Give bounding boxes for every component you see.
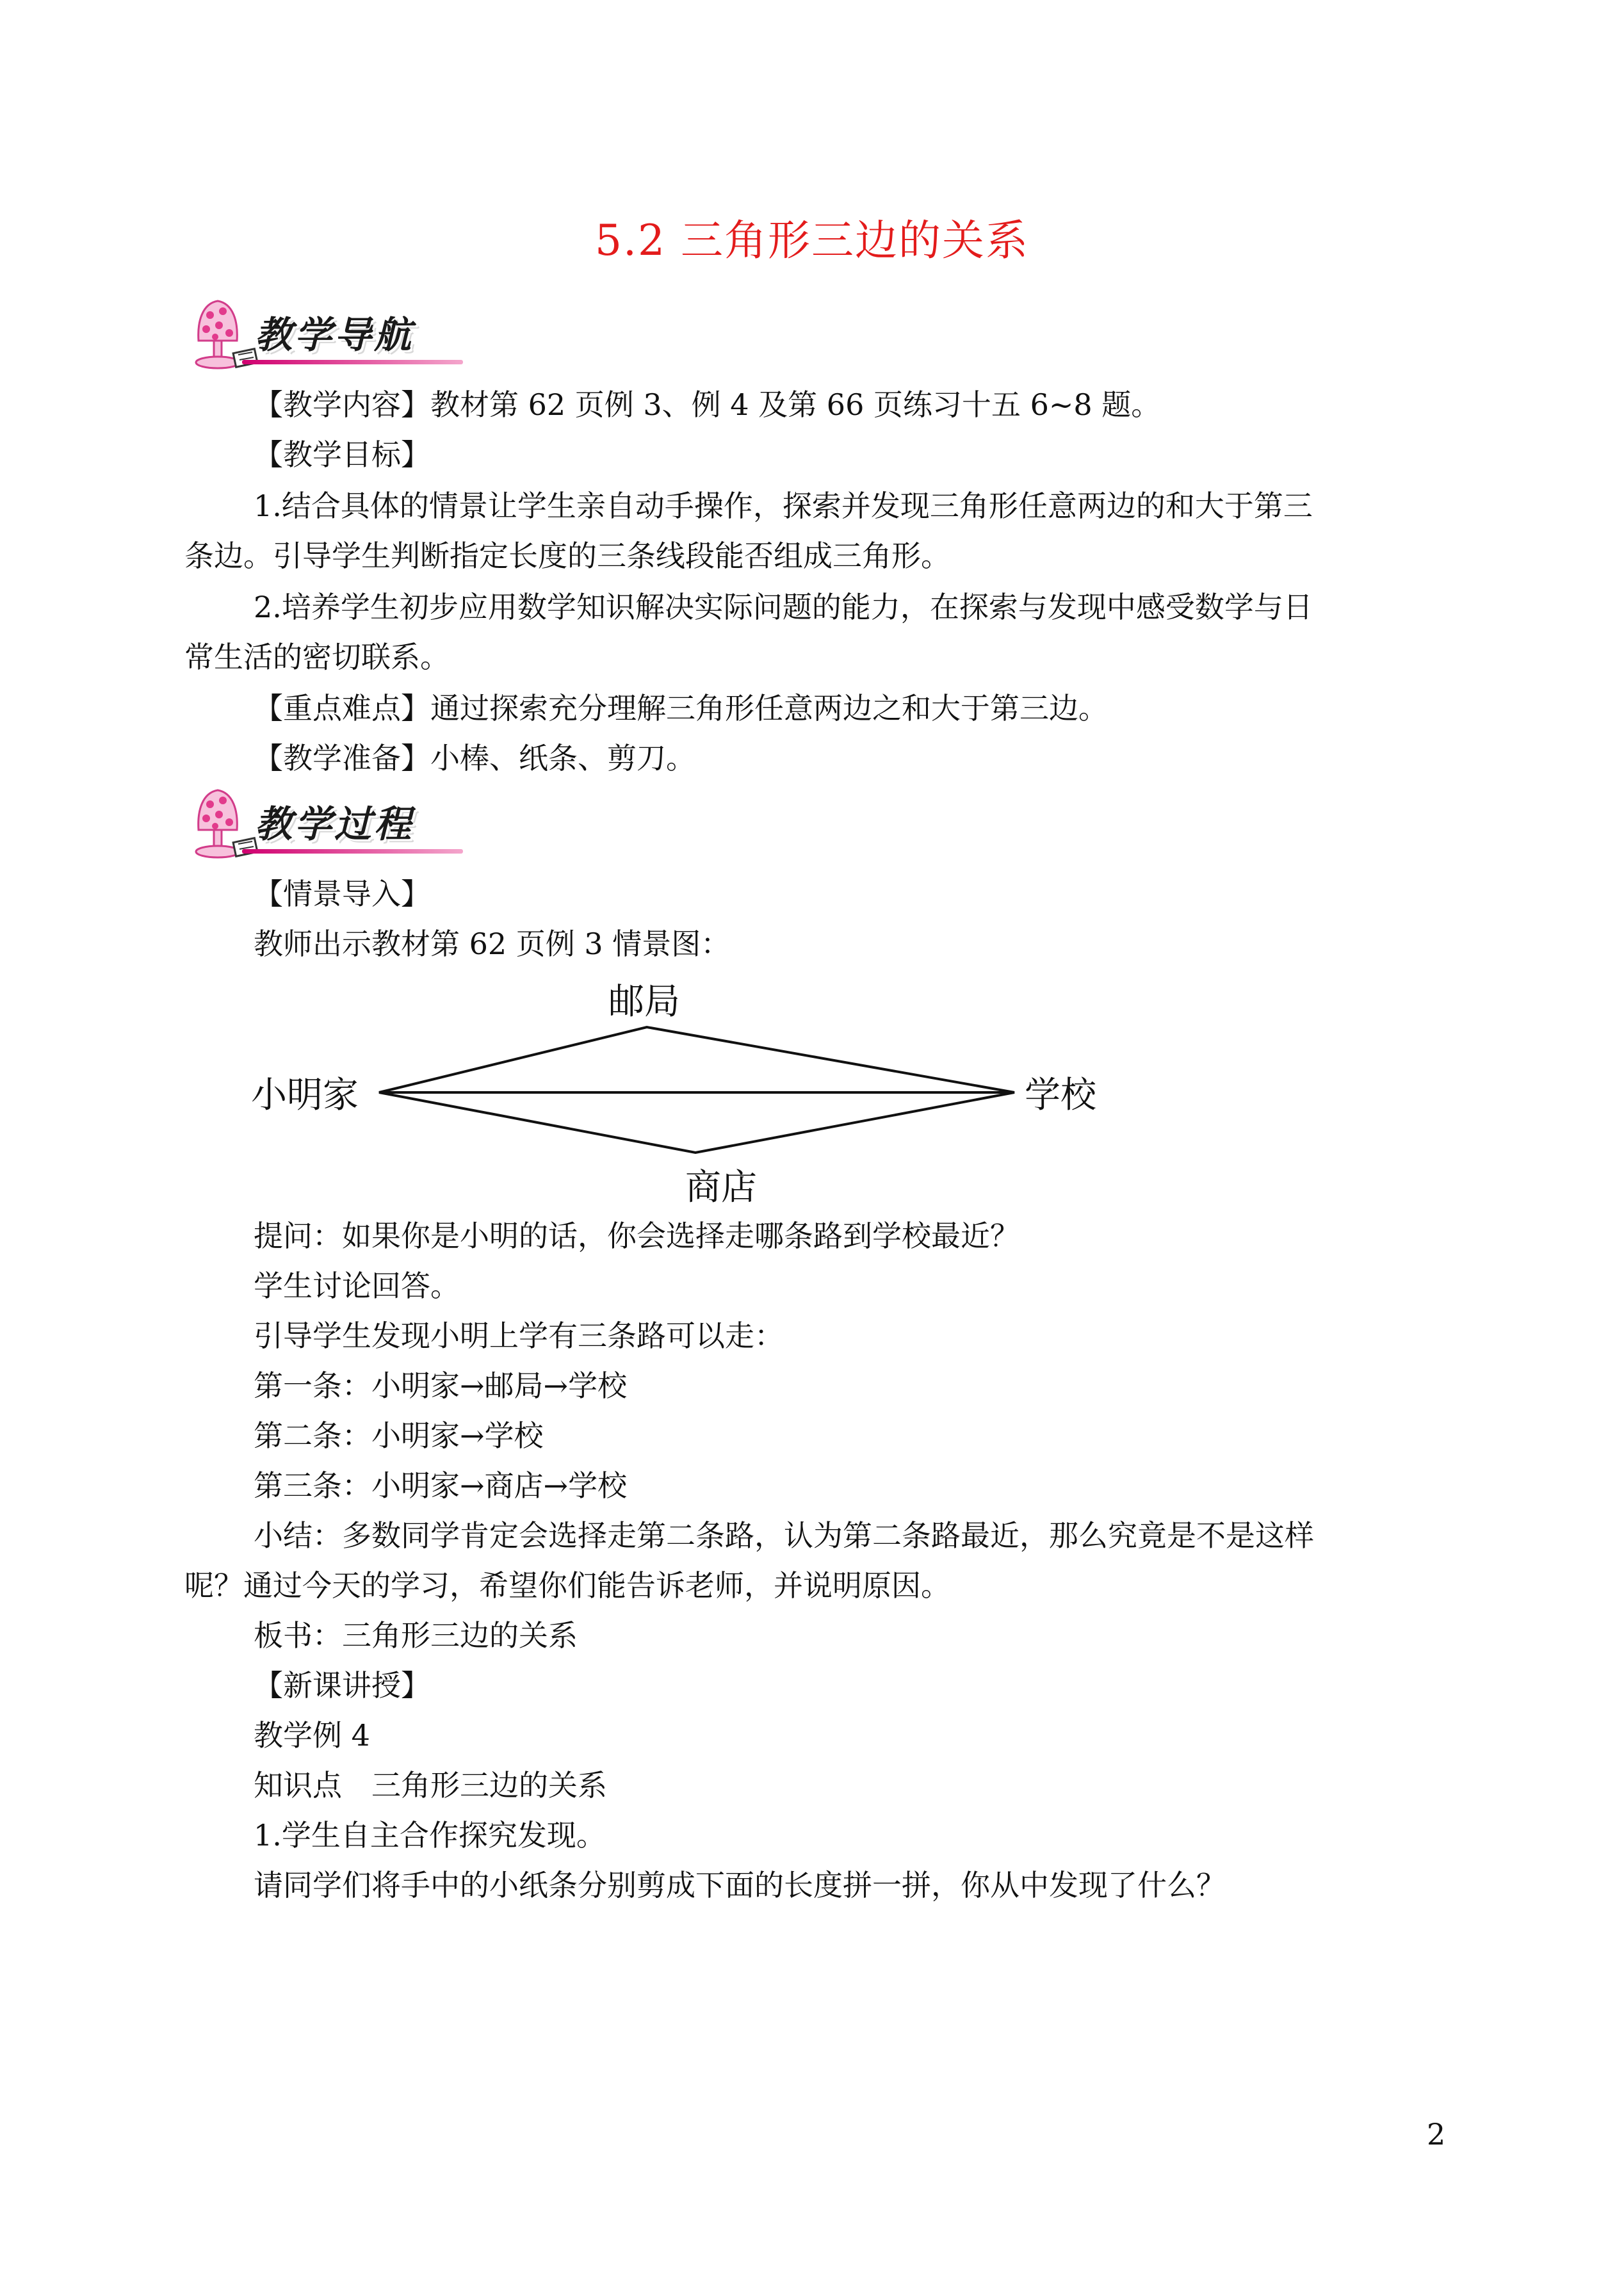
label-store: 商店 — [685, 1167, 757, 1208]
section-heading-label: 教学过程 — [255, 802, 414, 846]
label-post-office: 邮局 — [608, 981, 680, 1023]
teaching-prep: 【教学准备】小棒、纸条、剪刀。 — [254, 741, 695, 775]
intro-text: 教师出示教材第 62 页例 3 情景图： — [254, 927, 731, 961]
knowledge-point: 知识点 三角形三边的关系 — [254, 1768, 607, 1803]
step-1-text: 请同学们将手中的小纸条分别剪成下面的长度拼一拼，你从中发现了什么？ — [254, 1868, 1226, 1902]
teaching-goals-label: 【教学目标】 — [254, 437, 430, 472]
key-points: 【重点难点】通过探索充分理解三角形任意两边之和大于第三边。 — [254, 691, 1108, 726]
page-number: 2 — [1427, 2117, 1446, 2152]
guide-find-text: 引导学生发现小明上学有三条路可以走： — [254, 1318, 784, 1353]
label-xiaoming-home: 小明家 — [251, 1075, 359, 1116]
summary-line-2: 呢？通过今天的学习，希望你们能告诉老师，并说明原因。 — [184, 1568, 950, 1603]
goal-1-line-2: 条边。引导学生判断指定长度的三条线段能否组成三角形。 — [184, 539, 950, 573]
route-quadrilateral — [379, 1027, 1014, 1153]
page-title: 5.2 三角形三边的关系 — [595, 216, 1029, 265]
route-1: 第一条：小明家→邮局→学校 — [254, 1368, 628, 1403]
question-text: 提问：如果你是小明的话，你会选择走哪条路到学校最近？ — [254, 1219, 1019, 1253]
summary-line-1: 小结：多数同学肯定会选择走第二条路，认为第二条路最近，那么究竟是不是这样 — [254, 1518, 1314, 1553]
board-text: 板书：三角形三边的关系 — [254, 1618, 578, 1653]
discuss-text: 学生讨论回答。 — [254, 1269, 460, 1303]
goal-2-line-2: 常生活的密切联系。 — [184, 640, 450, 674]
intro-label: 【情景导入】 — [254, 877, 430, 911]
goal-1-line-1: 1.结合具体的情景让学生亲自动手操作，探索并发现三角形任意两边的和大于第三 — [254, 489, 1313, 523]
route-2: 第二条：小明家→学校 — [254, 1418, 544, 1453]
label-school: 学校 — [1025, 1075, 1096, 1116]
goal-2-line-1: 2.培养学生初步应用数学知识解决实际问题的能力，在探索与发现中感受数学与日 — [254, 590, 1313, 624]
example-label: 教学例 4 — [254, 1718, 370, 1753]
new-lesson-label: 【新课讲授】 — [254, 1668, 430, 1703]
section-heading-label: 教学导航 — [255, 313, 414, 357]
teaching-content: 【教学内容】教材第 62 页例 3、例 4 及第 66 页练习十五 6~8 题。 — [254, 387, 1161, 422]
step-1: 1.学生自主合作探究发现。 — [254, 1818, 606, 1853]
route-3: 第三条：小明家→商店→学校 — [254, 1468, 628, 1503]
